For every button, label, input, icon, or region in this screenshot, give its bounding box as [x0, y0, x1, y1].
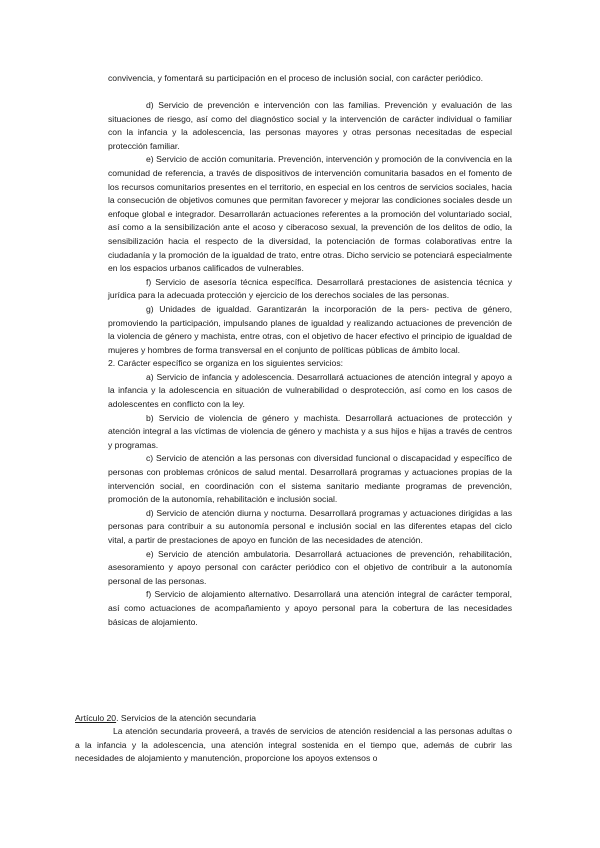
list-item-c: c) Servicio de atención a las personas con diversidad funcional o discapacidad y específico de personas con problemas crónicos de salud mental. Desarrollará programas y actuaciones propias de la intervención social, en coordinación con el sistema sanitario mediante programas de prevención, promoción de la autonomía, rehabilitación e inclusión social. — [108, 453, 512, 505]
list-item-a: a) Servicio de infancia y adolescencia. Desarrollará actuaciones de atención integral y apoyo a la infancia y la adolescencia en situación de vulnerabilidad o desprotección, así como en los casos de adolescentes en conflicto con la ley. — [108, 371, 512, 410]
article-title: . Servicios de la atención secundaria — [116, 713, 257, 723]
list-item-e2: e) Servicio de atención ambulatoria. Desarrollará actuaciones de prevención, rehabilitación, asesoramiento y apoyo personal con carácter periódico con el objetivo de contribuir a la autonomía personal de las personas. — [108, 548, 512, 586]
list-item-d: d) Servicio de prevención e intervención con las familias. Prevención y evaluación de las situaciones de riesgo, así como del diagnóstico social y la intervención de carácter individual o familiar con la infancia y la adolescencia, las personas mayores y otras personas necesitadas de especial protección familiar. — [108, 100, 512, 151]
article-body-text: La atención secundaria proveerá, a través de servicios de atención residencial a las personas adultas o a la infancia y la adolescencia, una atención integral sostenida en el tiempo que, además de cubrir las necesidades de alojamiento y manutención, proporcione los apoyos extensos o — [75, 726, 512, 764]
list-item-e: e) Servicio de acción comunitaria. Prevención, intervención y promoción de la convivencia en la comunidad de referencia, a través de dispositivos de intervención comunitaria basados en el fomento de los recursos comunitarios presentes en el territorio, en especial en los centros de servicios sociales, hacia la consecución de objetivos comunes que permitan favorecer y mejorar las condiciones sociales desde un enfoque global e integrador. Desarrollarán actuaciones referentes a la promoción del voluntariado social, así como a la sensibilización ante el acoso y ciberacoso sexual, la prevención de los delitos de odio, la sensibilización hacia el respecto de la diversidad, la potenciación de formas colaborativas entre la ciudadanía y la promoción de la igualdad de trato, entre otras. Dicho servicio se potenciará especialmente en los espacios urbanos calificados de vulnerables. — [108, 154, 512, 274]
list-item-f2: f) Servicio de alojamiento alternativo. Desarrollará una atención integral de carácter temporal, así como actuaciones de acompañamiento y apoyo personal para la cobertura de las necesidades básicas de alojamiento. — [108, 589, 512, 627]
article-body — [75, 725, 512, 766]
list-item-g: g) Unidades de igualdad. Garantizarán la incorporación de la pers- pectiva de género, promoviendo la participación, impulsando planes de igualdad y realizando actuaciones de prevención de la violencia de género y machista, entre otras, con el objetivo de hacer efectivo el principio de igualdad de mujeres y hombres de forma transversal en el conjunto de políticas públicas de ámbito local. — [108, 303, 512, 355]
list-section-general — [108, 99, 512, 629]
section-2-intro: 2. Carácter específico se organiza en los siguientes servicios: — [108, 358, 344, 369]
list-item-b: b) Servicio de violencia de género y machista. Desarrollará actuaciones de protección y atención integral a las víctimas de violencia de género y machista y a sus hijos e hijas a través de centros y programas. — [108, 412, 512, 450]
paragraph: convivencia, y fomentará su participación en el proceso de inclusión social, con carácter periódico. — [108, 73, 483, 83]
list-item-f: f) Servicio de asesoría técnica específica. Desarrollará prestaciones de asistencia técnica y jurídica para la adecuada protección y ejercicio de los derechos sociales de las personas. — [108, 276, 512, 301]
article-heading — [75, 712, 256, 726]
article-number: Artículo 20 — [75, 713, 117, 723]
list-item-d2: d) Servicio de atención diurna y nocturna. Desarrollará programas y actuaciones dirigidas a las personas para contribuir a su autonomía personal e inclusión social en las diferentes etapas del ciclo vital, a partir de prestaciones de apoyo en función de las necesidades de atención. — [108, 507, 512, 545]
paragraph-continuation — [108, 72, 512, 86]
